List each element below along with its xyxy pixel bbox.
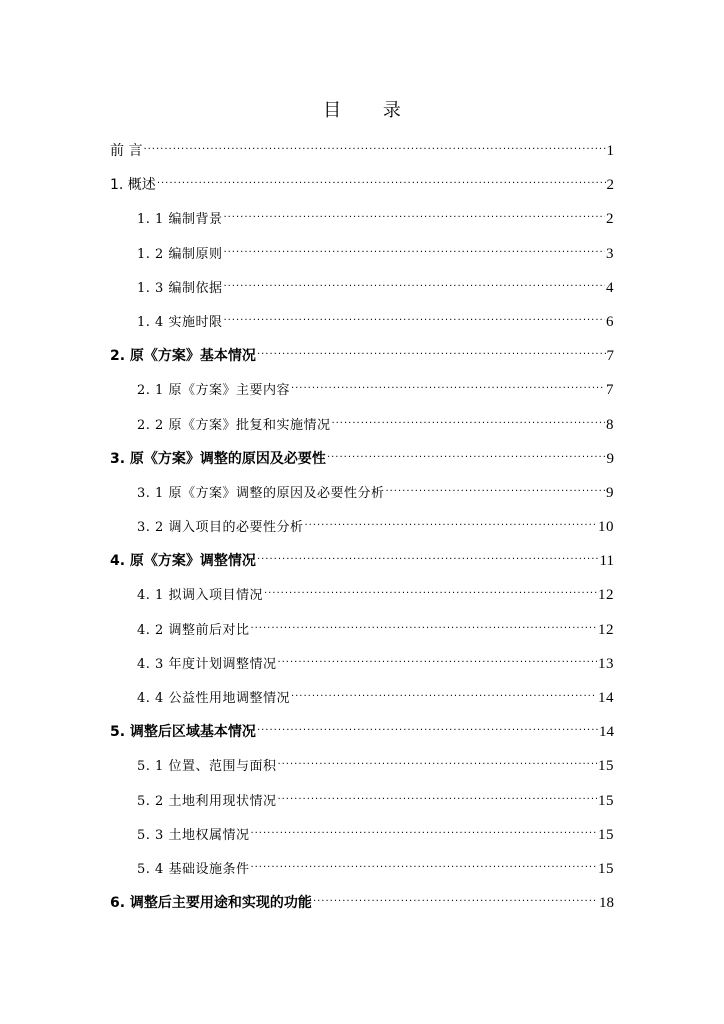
toc-leader-dots xyxy=(291,380,605,394)
toc-leader-dots xyxy=(223,312,605,326)
toc-entry-section-1-3[interactable] xyxy=(110,275,614,309)
toc-entry-section-4-4[interactable] xyxy=(110,685,614,719)
toc-entry-label: 4. 1 拟调入项目情况 xyxy=(137,588,263,604)
toc-leader-dots xyxy=(277,756,597,770)
toc-entry-page: 15 xyxy=(598,826,614,843)
toc-entry-section-5-4[interactable] xyxy=(110,856,614,890)
toc-entry-label: 5. 1 位置、范围与面积 xyxy=(137,759,277,775)
toc-entry-page: 15 xyxy=(598,758,614,775)
toc-entry-section-1-1[interactable] xyxy=(110,206,614,240)
toc-entry-section-5-2[interactable] xyxy=(110,788,614,822)
toc-entry-label: 4. 4 公益性用地调整情况 xyxy=(137,691,290,706)
toc-leader-dots xyxy=(277,654,597,668)
toc-entry-section-3-2[interactable] xyxy=(110,514,614,548)
toc-entry-page: 10 xyxy=(598,519,614,536)
toc-entry-section-1-4[interactable] xyxy=(110,309,614,343)
toc-entry-page: 7 xyxy=(606,382,614,399)
toc-entry-label: 1. 2 编制原则 xyxy=(137,246,223,262)
toc-entry-chapter-1[interactable] xyxy=(110,172,614,206)
toc-leader-dots xyxy=(257,551,599,565)
toc-entry-page: 9 xyxy=(606,484,614,501)
toc-entry-label: 前 言 xyxy=(110,143,143,159)
toc-entry-page: 15 xyxy=(598,860,614,877)
toc-leader-dots xyxy=(257,346,606,360)
toc-entry-section-4-2[interactable] xyxy=(110,617,614,651)
toc-leader-dots xyxy=(291,688,597,702)
toc-entry-section-5-3[interactable] xyxy=(110,822,614,856)
toc-entry-page: 14 xyxy=(598,690,614,706)
toc-leader-dots xyxy=(250,825,597,839)
toc-entry-page: 7 xyxy=(606,348,614,365)
toc-entry-label: 2. 2 原《方案》批复和实施情况 xyxy=(137,417,331,433)
toc-entry-label: 2. 1 原《方案》主要内容 xyxy=(137,383,290,399)
toc-leader-dots xyxy=(331,415,605,429)
toc-entry-page: 1 xyxy=(606,143,614,159)
toc-entry-label: 5. 调整后区域基本情况 xyxy=(110,724,256,741)
toc-entry-chapter-4[interactable] xyxy=(110,548,614,582)
toc-entry-label: 4. 原《方案》调整情况 xyxy=(110,553,256,570)
toc-entry-section-4-3[interactable] xyxy=(110,651,614,685)
toc-leader-dots xyxy=(157,175,606,189)
toc-entry-section-1-2[interactable] xyxy=(110,241,614,275)
toc-entry-label: 5. 2 土地利用现状情况 xyxy=(137,793,277,809)
toc-entry-section-3-1[interactable] xyxy=(110,480,614,514)
toc-leader-dots xyxy=(250,620,597,634)
toc-entry-page: 12 xyxy=(598,587,614,604)
toc-entry-page: 2 xyxy=(606,177,614,194)
toc-entry-section-5-1[interactable] xyxy=(110,753,614,787)
toc-entry-label: 2. 原《方案》基本情况 xyxy=(110,348,256,365)
toc-entry-page: 11 xyxy=(599,553,614,570)
toc-entry-label: 4. 3 年度计划调整情况 xyxy=(137,656,277,672)
toc-entry-label: 5. 4 基础设施条件 xyxy=(137,861,250,877)
toc-entry-label: 4. 2 调整前后对比 xyxy=(137,622,250,638)
toc-entry-section-2-2[interactable] xyxy=(110,412,614,446)
toc-leader-dots xyxy=(327,449,606,463)
toc-entry-page: 6 xyxy=(606,313,614,330)
toc-leader-dots xyxy=(257,722,598,736)
toc-entry-label: 1. 4 实施时限 xyxy=(137,314,223,330)
toc-entry-label: 1. 概述 xyxy=(110,177,156,194)
toc-entry-section-2-1[interactable] xyxy=(110,377,614,411)
toc-entry-chapter-3[interactable] xyxy=(110,446,614,480)
toc-entry-section-4-1[interactable] xyxy=(110,582,614,616)
toc-leader-dots xyxy=(223,278,605,292)
toc-leader-dots xyxy=(223,244,605,258)
toc-entry-chapter-6[interactable] xyxy=(110,890,614,924)
toc-entry-chapter-5[interactable] xyxy=(110,719,614,753)
toc-entry-page: 15 xyxy=(598,792,614,809)
toc-entry-page: 14 xyxy=(599,724,614,741)
toc-leader-dots xyxy=(223,209,605,223)
toc-leader-dots xyxy=(304,517,597,531)
toc-entry-page: 2 xyxy=(606,211,614,228)
toc-entry-page: 9 xyxy=(606,450,614,467)
toc-entry-label: 1. 1 编制背景 xyxy=(137,212,223,228)
toc-leader-dots xyxy=(250,859,597,873)
toc-leader-dots xyxy=(143,141,605,155)
toc-leader-dots xyxy=(313,893,598,907)
toc-entry-label: 3. 2 调入项目的必要性分析 xyxy=(137,520,304,536)
toc-entry-label: 3. 原《方案》调整的原因及必要性 xyxy=(110,450,326,467)
table-of-contents xyxy=(110,138,614,924)
toc-entry-page: 4 xyxy=(606,279,614,296)
toc-leader-dots xyxy=(385,483,605,497)
toc-entry-label: 6. 调整后主要用途和实现的功能 xyxy=(110,895,312,912)
toc-entry-preface[interactable] xyxy=(110,138,614,172)
toc-entry-page: 12 xyxy=(598,621,614,638)
toc-entry-page: 13 xyxy=(598,655,614,672)
toc-entry-label: 3. 1 原《方案》调整的原因及必要性分析 xyxy=(137,485,385,501)
toc-entry-label: 1. 3 编制依据 xyxy=(137,280,223,296)
toc-entry-page: 18 xyxy=(599,895,614,912)
toc-leader-dots xyxy=(264,585,597,599)
toc-leader-dots xyxy=(277,791,597,805)
toc-entry-page: 3 xyxy=(606,245,614,262)
toc-entry-label: 5. 3 土地权属情况 xyxy=(137,827,250,843)
toc-entry-chapter-2[interactable] xyxy=(110,343,614,377)
toc-entry-page: 8 xyxy=(606,416,614,433)
toc-title: 目 录 xyxy=(323,100,419,121)
